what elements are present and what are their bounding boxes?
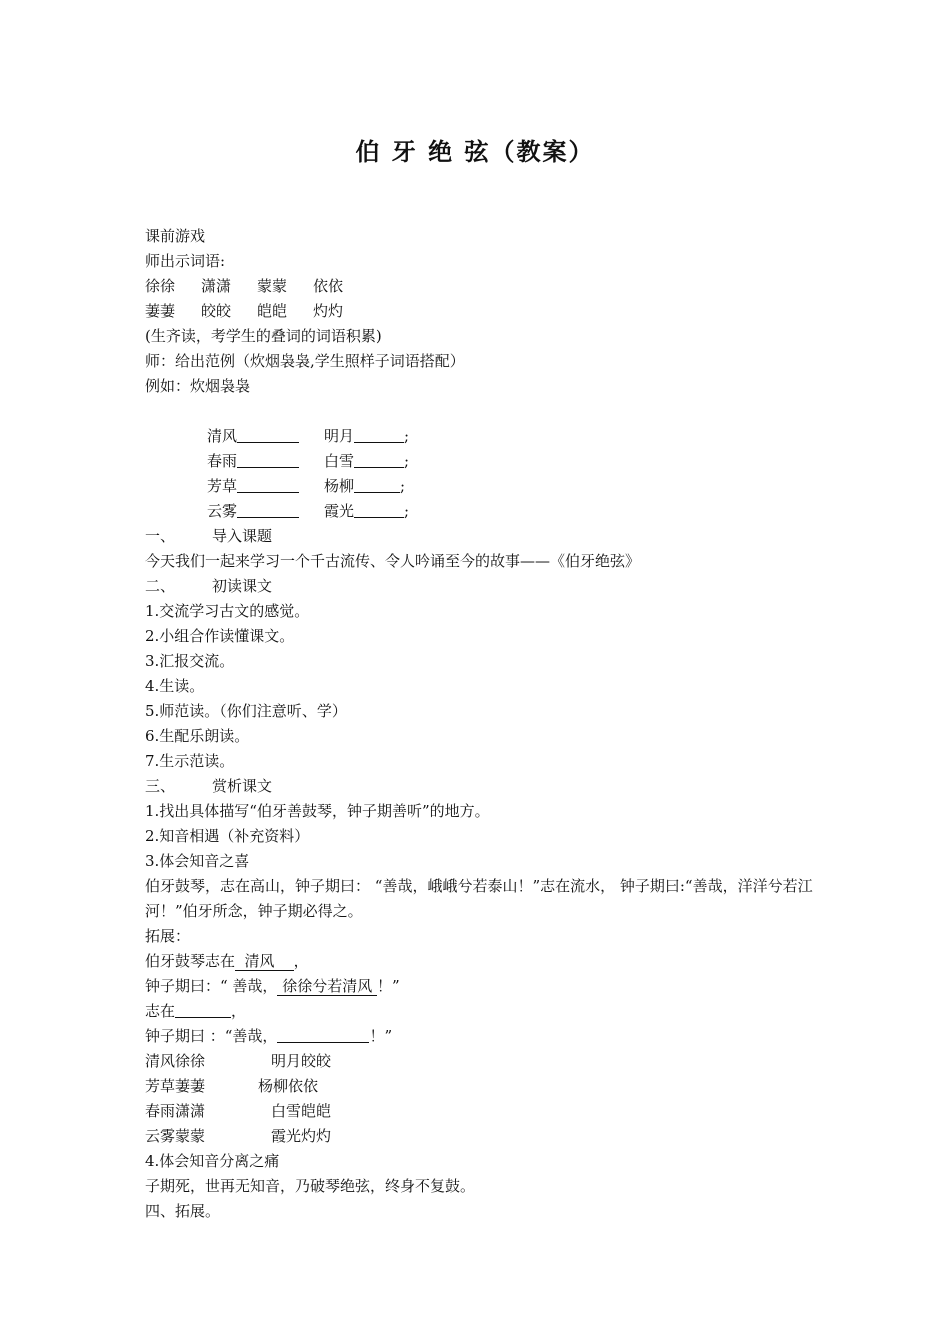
wordlist-right: 白雪皑皑 (271, 1102, 332, 1120)
pair-left: 芳草 (207, 477, 238, 495)
list-item: 3.体会知音之喜 (145, 852, 250, 870)
list-item: 7.生示范读。 (145, 752, 235, 770)
wordlist-row (145, 1124, 825, 1149)
pair-left: 春雨 (207, 452, 238, 470)
fill-prefix: 伯牙鼓琴志在 (145, 952, 236, 970)
fill-answer: 清风 (235, 952, 294, 970)
pair-end: ; (404, 502, 410, 520)
fill-prefix: 钟子期曰：“ 善哉， (145, 977, 278, 995)
word: 潇潇 (201, 277, 232, 295)
blank (237, 451, 299, 468)
pair-end: ; (404, 452, 410, 470)
wordlist-left: 清风徐徐 (145, 1052, 206, 1070)
pair-row (145, 499, 825, 524)
wordlist-row (145, 1074, 825, 1099)
list-item: 3.汇报交流。 (145, 652, 235, 670)
fill-prefix: 钟子期曰 ：“善哉， (145, 1027, 278, 1045)
fill-answer: 徐徐兮若清风 (277, 977, 377, 995)
blank (354, 476, 400, 493)
fill-suffix: ， (231, 1002, 247, 1020)
words-row-2 (145, 299, 825, 324)
pair-row (145, 424, 825, 449)
section-number: 三、 (145, 777, 176, 795)
pair-end: ; (404, 427, 410, 445)
fill-line-2 (145, 974, 825, 999)
list-item: 1.找出具体描写“伯牙善鼓琴，钟子期善听”的地方。 (145, 802, 490, 820)
pair-row (145, 449, 825, 474)
wordlist-left: 云雾蒙蒙 (145, 1127, 206, 1145)
word: 皑皑 (257, 302, 288, 320)
list-item: 4.体会知音分离之痛 (145, 1152, 280, 1170)
section-1-text: 今天我们一起来学习一个千古流传、令人吟诵至今的故事——《伯牙绝弦》 (145, 552, 641, 570)
expand-label: 拓展： (145, 927, 191, 945)
wordlist-right: 明月皎皎 (271, 1052, 332, 1070)
pair-right: 杨柳 (324, 477, 355, 495)
word: 徐徐 (145, 277, 176, 295)
section-2-heading (145, 574, 825, 599)
blank (277, 1026, 369, 1043)
list-item: 1.交流学习古文的感觉。 (145, 602, 310, 620)
fill-line-3 (145, 999, 825, 1024)
fill-suffix: ！” (369, 1027, 393, 1045)
list-item: 2.知音相遇（补充资料） (145, 827, 310, 845)
blank (237, 426, 299, 443)
words-row-1 (145, 274, 825, 299)
section-3-heading (145, 774, 825, 799)
pair-left: 清风 (207, 427, 238, 445)
page-title: 伯 牙 绝 弦（教案） (355, 137, 595, 166)
fill-suffix: ， (293, 952, 309, 970)
list-item: 5.师范读。（你们注意听、学） (145, 702, 347, 720)
section-number: 一、 (145, 527, 176, 545)
fill-line-1 (145, 949, 825, 974)
word: 萋萋 (145, 302, 176, 320)
list-item: 4.生读。 (145, 677, 205, 695)
list-item: 6.生配乐朗读。 (145, 727, 250, 745)
pair-left: 云雾 (207, 502, 238, 520)
wordlist-left: 芳草萋萋 (145, 1077, 206, 1095)
word: 蒙蒙 (257, 277, 288, 295)
pair-row (145, 474, 825, 499)
ending-line: 子期死，世再无知音，乃破琴绝弦，终身不复鼓。 (145, 1177, 476, 1195)
pair-right: 明月 (324, 427, 355, 445)
pair-end: ; (400, 477, 406, 495)
warmup-heading: 课前游戏 (145, 227, 206, 245)
fill-prefix: 志在 (145, 1002, 176, 1020)
wordlist-row (145, 1099, 825, 1124)
fill-suffix: ！” (376, 977, 400, 995)
wordlist-right: 杨柳依依 (258, 1077, 319, 1095)
example-intro: 师：给出范例（炊烟袅袅,学生照样子词语搭配） (145, 352, 465, 370)
pair-right: 霞光 (324, 502, 355, 520)
section-4-heading: 四、拓展。 (145, 1202, 221, 1220)
show-words-line: 师出示词语: (145, 252, 226, 270)
wordlist-row (145, 1049, 825, 1074)
section-title: 初读课文 (212, 577, 273, 595)
section-1-heading (145, 524, 825, 549)
blank (175, 1001, 231, 1018)
warmup-note: (生齐读，考学生的叠词的词语积累) (145, 327, 382, 345)
blank (354, 451, 404, 468)
blank (237, 476, 299, 493)
blank (354, 501, 404, 518)
section-title: 赏析课文 (212, 777, 273, 795)
word: 依依 (313, 277, 344, 295)
spacer (145, 399, 825, 424)
passage: 伯牙鼓琴，志在高山，钟子期曰： “善哉，峨峨兮若泰山！”志在流水， 钟子期曰:“善哉，洋洋兮若江河！”伯牙所念，钟子期必得之。 (145, 877, 813, 920)
pair-right: 白雪 (324, 452, 355, 470)
example-line: 例如：炊烟袅袅 (145, 377, 251, 395)
blank (354, 426, 404, 443)
word: 灼灼 (313, 302, 344, 320)
document-body (145, 224, 825, 1224)
list-item: 2.小组合作读懂课文。 (145, 627, 295, 645)
section-title: 导入课题 (212, 527, 273, 545)
word: 皎皎 (201, 302, 232, 320)
section-number: 二、 (145, 577, 176, 595)
wordlist-right: 霞光灼灼 (271, 1127, 332, 1145)
wordlist-left: 春雨潇潇 (145, 1102, 206, 1120)
blank (237, 501, 299, 518)
fill-line-4 (145, 1024, 825, 1049)
